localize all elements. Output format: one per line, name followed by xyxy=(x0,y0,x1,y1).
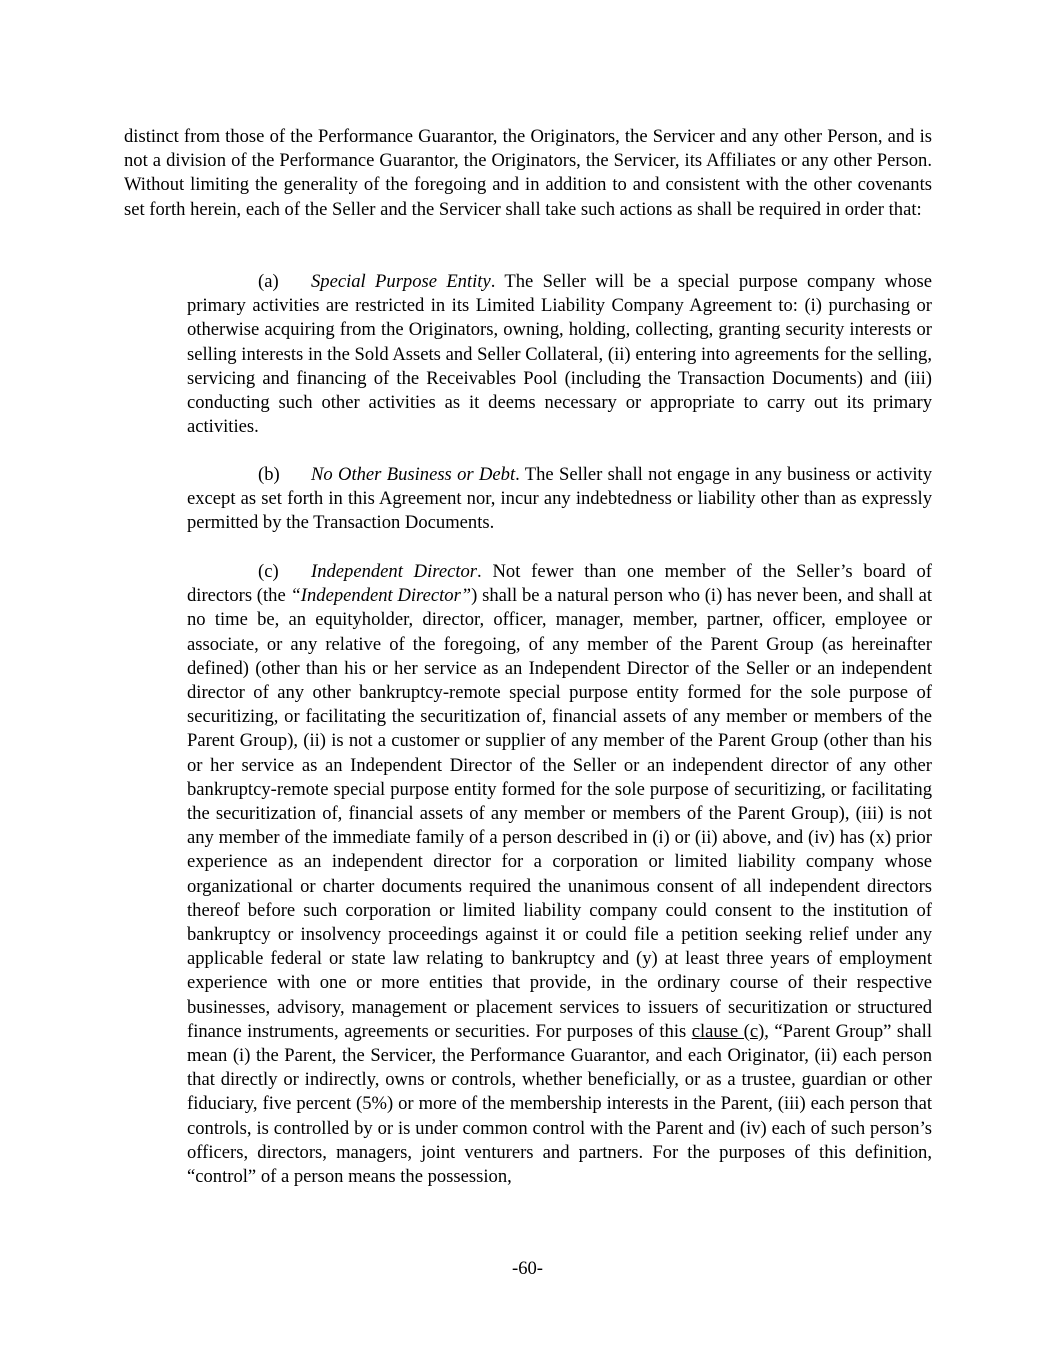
defined-term-independent-director: “Independent Director” xyxy=(290,585,472,607)
intro-text: distinct from those of the Performance Guarantor, the Originators, the Servicer and any other Person, and is not a division of the Performance Guarantor, the Originators, the Servicer, its Affiliates or any other Person. Without limiting the generality of the foregoing and in addition to and consistent with the other covenants set forth herein, each of the Seller and the Servicer shall take such actions as shall be required in order that: xyxy=(124,126,932,220)
clause-b-label: (b) xyxy=(258,464,280,485)
clause-c-body-part-2: ) shall be a natural person who (i) has never been, and shall at no time be, an equityholder, director, officer, manager, member, partner, officer, employee or associate, or any relative of the foregoing, of any member of the Parent Group (as hereinafter defined) (other than his or her service as an Independent Director of the Seller or an independent director of any other bankruptcy-remote special purpose entity formed for the sole purpose of securitizing, or facilitating the securitization of, financial assets of any member or members of the Parent Group), (ii) is not a customer or supplier of any member of the Parent Group (other than his or her service as an Independent Director of the Seller or an independent director of any other bankruptcy-remote special purpose entity formed for the sole purpose of securitizing, or facilitating the securitization of, financial assets of any member or members of the Parent Group), (iii) is not any member of the immediate family of a person described in (i) or (ii) above, and (iv) has (x) prior experience as an independent director for a corporation or limited liability company whose organizational or charter documents required the unanimous consent of all independent directors thereof before such corporation or limited liability company could consent to the institution of bankruptcy or insolvency proceedings against it or could file a petition seeking relief under any applicable federal or state law relating to bankruptcy and (y) at least three years of employment experience with one or more entities that provide, in the ordinary course of their respective businesses, advisory, management or placement services to issuers of securitization or structured finance instruments, agreements or securities. For purposes of this xyxy=(187,585,933,1042)
clause-a-label: (a) xyxy=(258,271,279,292)
clause-b-body: The Seller shall not engage in any business or activity except as set forth in this Agreement nor, incur any indebtedness or liability other than as expressly permitted by the Transaction Documents. xyxy=(187,464,932,534)
clause-a-body: The Seller will be a special purpose company whose primary activities are restricted in its Limited Liability Company Agreement to: (i) purchasing or otherwise acquiring from the Originators, owning, holding, collecting, granting security interests or selling interests in the Sold Assets and Seller Collateral, (ii) entering into agreements for the selling, servicing and financing of the Receivables Pool (including the Transaction Documents) and (iii) conducting such other activities as it deems necessary or appropriate to carry out its primary activities. xyxy=(187,271,932,438)
clause-a-paragraph: (a) Special Purpose Entity. The Seller will be a special purpose company whose primary activities are restricted in its Limited Liability Company Agreement to: (i) purchasing or otherwise acquiring from the Originators, owning, holding, collecting, granting security interests or selling interests in the Sold Assets and Seller Collateral, (ii) entering into agreements for the selling, servicing and financing of the Receivables Pool (including the Transaction Documents) and (iii) conducting such other activities as it deems necessary or appropriate to carry out its primary activities. xyxy=(187,271,932,438)
intro-paragraph xyxy=(124,125,932,222)
clause-c-cross-reference[interactable]: clause (c) xyxy=(691,1020,765,1042)
clause-c-label: (c) xyxy=(258,561,279,582)
page-number: -60- xyxy=(512,1258,543,1279)
clause-c-paragraph: (c) Independent Director. Not fewer than one member of the Seller’s board of directors (the “Independent Director”) shall be a natural person who (i) has never been, and shall at no time be, an equityholder, director, officer, manager, member, partner, officer, employee or associate, or any relative of the foregoing, of any member of the Parent Group (as hereinafter defined) (other than his or her service as an Independent Director of the Seller or an independent director of any other bankruptcy-remote special purpose entity formed for the sole purpose of securitizing, or facilitating the securitization of, financial assets of any member or members of the Parent Group), (ii) is not a customer or supplier of any member of the Parent Group (other than his or her service as an Independent Director of the Seller or an independent director of any other bankruptcy-remote special purpose entity formed for the sole purpose of securitizing, or facilitating the securitization of, financial assets of any member or members of the Parent Group), (iii) is not any member of the immediate family of a person described in (i) or (ii) above, and (iv) has (x) prior experience as an independent director for a corporation or limited liability company whose organizational or charter documents required the unanimous consent of all independent directors thereof before such corporation or limited liability company could consent to the institution of bankruptcy or insolvency proceedings against it or could file a petition seeking relief under any applicable federal or state law relating to bankruptcy and (y) at least three years of employment experience with one or more entities that provide, in the ordinary course of their respective businesses, advisory, management or placement services to issuers of securitization or structured finance instruments, agreements or securities. For purposes of this clause (c), “Parent Group” shall mean (i) the Parent, the Servicer, the Performance Guarantor, and each Originator, (ii) each person that directly or indirectly, owns or controls, whether beneficially, or as a trustee, guardian or other fiduciary, five percent (5%) or more of the membership interests in the Parent, (iii) each person that controls, is controlled by or is under common control with the Parent and (iv) each of such person’s officers, directors, managers, joint venturers and partners. For the purposes of this definition, “control” of a person means the possession, xyxy=(187,561,933,1188)
clause-b-paragraph: (b) No Other Business or Debt. The Seller shall not engage in any business or activity except as set forth in this Agreement nor, incur any indebtedness or liability other than as expressly permitted by the Transaction Documents. xyxy=(187,464,932,534)
clause-c-heading: Independent Director xyxy=(311,561,478,582)
clause-c-body-part-3: , “Parent Group” shall mean (i) the Parent, the Servicer, the Performance Guarantor, and each Originator, (ii) each person that directly or indirectly, owns or controls, whether beneficially, or as a trustee, guardian or other fiduciary, five percent (5%) or more of the membership interests in the Parent, (iii) each person that controls, is controlled by or is under common control with the Parent and (iv) each of such person’s officers, directors, managers, joint venturers and partners. For the purposes of this definition, “control” of a person means the possession, xyxy=(187,1020,933,1188)
clause-a-heading: Special Purpose Entity xyxy=(311,271,491,292)
clause-c-body-part-1: Not fewer than one member of the Seller’s board of directors (the xyxy=(187,561,932,607)
clause-b-heading: No Other Business or Debt xyxy=(311,464,516,485)
